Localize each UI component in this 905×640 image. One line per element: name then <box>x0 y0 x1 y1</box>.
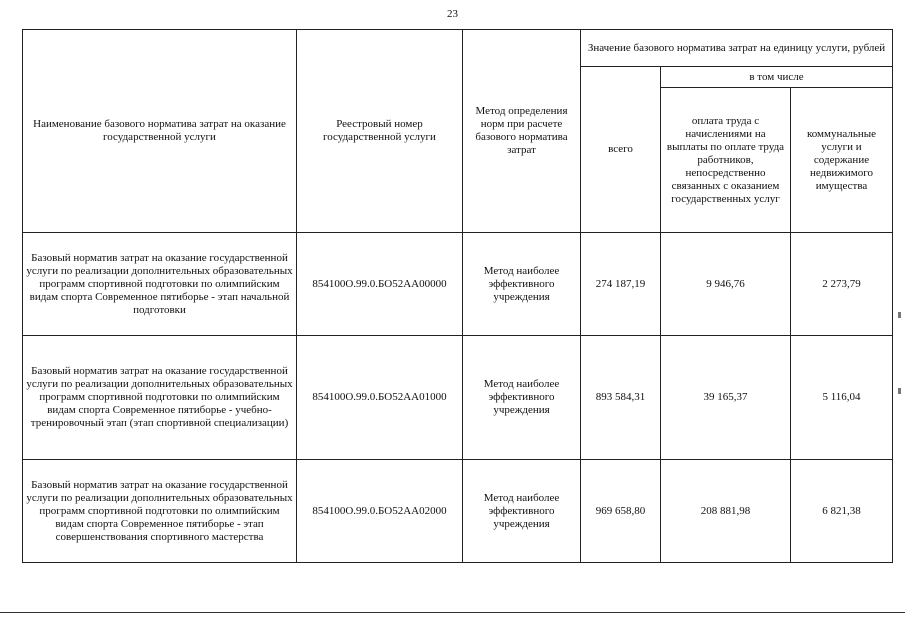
cell-total: 274 187,19 <box>581 233 661 336</box>
header-utilities: коммунальные услуги и содержание недвижимого имущества <box>791 88 893 233</box>
page-number: 23 <box>447 8 458 20</box>
cell-method: Метод наиболее эффективного учреждения <box>463 460 581 563</box>
cell-utilities: 6 821,38 <box>791 460 893 563</box>
cell-registry-number: 854100О.99.0.БО52АА02000 <box>297 460 463 563</box>
table-row <box>23 336 893 460</box>
cell-salary: 208 881,98 <box>661 460 791 563</box>
cell-salary: 9 946,76 <box>661 233 791 336</box>
scan-speck <box>898 312 901 318</box>
table-row <box>23 233 893 336</box>
cell-salary: 39 165,37 <box>661 336 791 460</box>
cell-name: Базовый норматив затрат на оказание государственной услуги по реализации дополнительных образовательных программ спортивной подготовки по олимпийским видам спорта Современное пятиборье - этап совершенствования спортивного мастерства <box>23 460 297 563</box>
header-value-group: Значение базового норматива затрат на единицу услуги, рублей <box>581 30 893 67</box>
cell-registry-number: 854100О.99.0.БО52АА00000 <box>297 233 463 336</box>
header-name: Наименование базового норматива затрат на оказание государственной услуги <box>23 30 297 233</box>
table-row <box>23 460 893 563</box>
cell-method: Метод наиболее эффективного учреждения <box>463 336 581 460</box>
header-method: Метод определения норм при расчете базового норматива затрат <box>463 30 581 233</box>
cell-total: 969 658,80 <box>581 460 661 563</box>
cell-name: Базовый норматив затрат на оказание государственной услуги по реализации дополнительных образовательных программ спортивной подготовки по олимпийским видам спорта Современное пятиборье - этап начальной подготовки <box>23 233 297 336</box>
header-total: всего <box>581 67 661 233</box>
cell-total: 893 584,31 <box>581 336 661 460</box>
cost-norms-table <box>22 29 893 563</box>
cell-utilities: 5 116,04 <box>791 336 893 460</box>
header-salary: оплата труда с начислениями на выплаты по оплате труда работников, непосредственно связанных с оказанием государственных услуг <box>661 88 791 233</box>
cell-method: Метод наиболее эффективного учреждения <box>463 233 581 336</box>
cell-utilities: 2 273,79 <box>791 233 893 336</box>
table-header-row <box>23 30 893 67</box>
scan-speck <box>898 388 901 394</box>
header-registry-number: Реестровый номер государственной услуги <box>297 30 463 233</box>
page-bottom-line <box>0 612 905 613</box>
cell-registry-number: 854100О.99.0.БО52АА01000 <box>297 336 463 460</box>
cell-name: Базовый норматив затрат на оказание государственной услуги по реализации дополнительных образовательных программ спортивной подготовки по олимпийским видам спорта Современное пятиборье - учебно-тренировочный этап (этап спортивной специализации) <box>23 336 297 460</box>
header-including: в том числе <box>661 67 893 88</box>
